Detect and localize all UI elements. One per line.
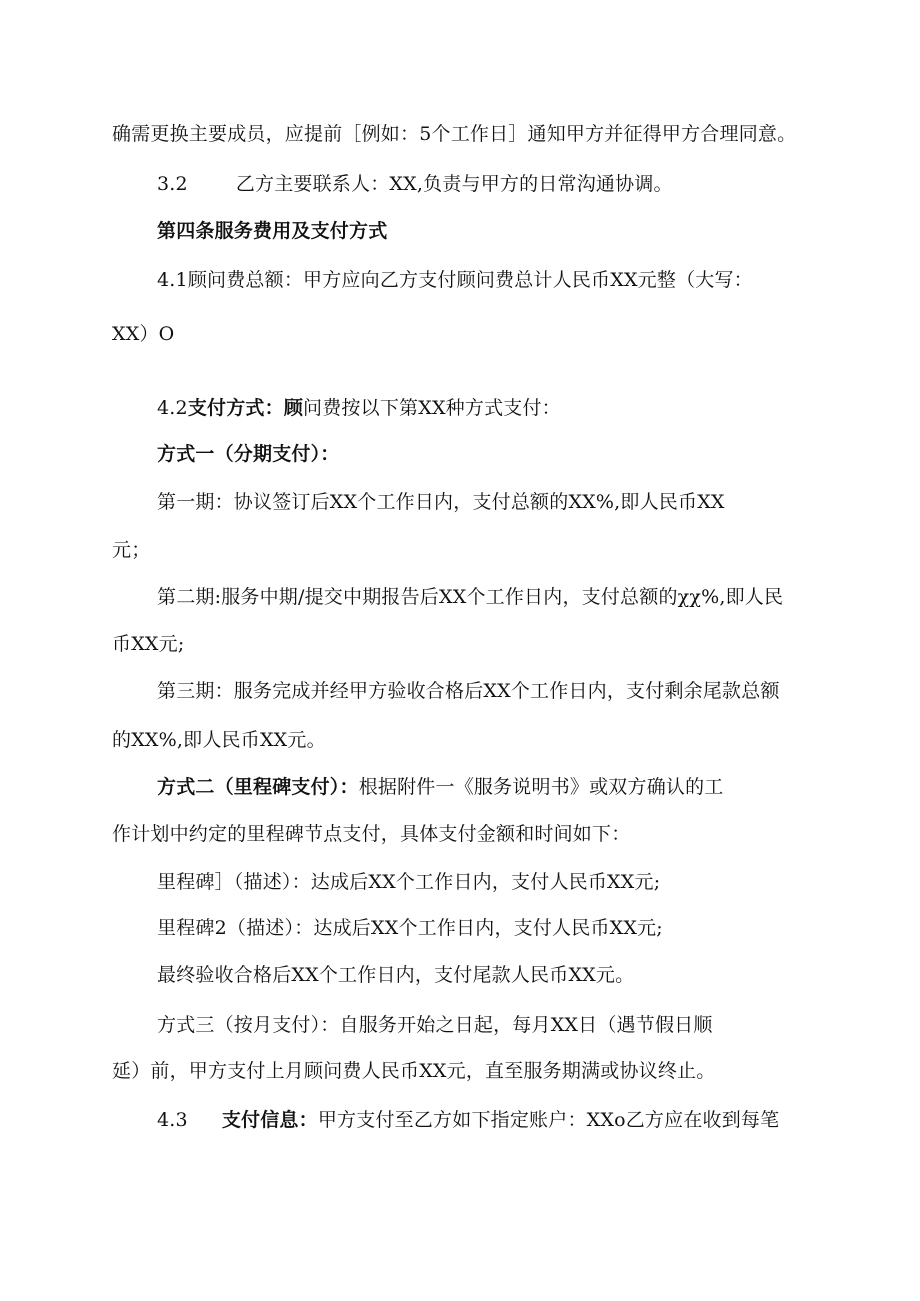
- clause-text: 甲方支付至乙方如下指定账户：XXo乙方应在收到每笔: [317, 1109, 780, 1131]
- clause-4-2: [157, 396, 561, 420]
- paragraph-line: [112, 822, 630, 846]
- clause-text: 乙方主要联系人：XX,负责与甲方的日常沟通协调。: [235, 173, 673, 195]
- line-text: 第一期：协议签订后XX个工作日内，支付总额的XX%,即人民币XX: [157, 491, 725, 513]
- clause-number: 4.2: [157, 397, 188, 419]
- method-text: 根据附件一《服务说明书》或双方确认的工: [358, 776, 724, 798]
- clause-3-2: [157, 172, 673, 196]
- paragraph-line: [112, 632, 184, 656]
- line-text: 作计划中约定的里程碑节点支付，具体支付金额和时间如下：: [112, 823, 631, 845]
- clause-4-1: [157, 268, 753, 292]
- method-label: 方式二（里程碑支付）：: [157, 776, 359, 798]
- paragraph-line: [112, 538, 150, 562]
- milestone-one: [157, 870, 660, 894]
- installment-three: [157, 679, 780, 703]
- milestone-two: [157, 916, 663, 940]
- line-text: 第二期:服务中期/提交中期报告后XX个工作日内，支付总额的χχ%,即人民: [157, 586, 784, 608]
- line-text: 确需更换主要成员，应提前［例如：5个工作日］通知甲方并征得甲方合理同意。: [112, 123, 797, 145]
- line-text: 方式三（按月支付）：自服务开始之日起，每月XX日（遇节假日顺: [157, 1014, 713, 1036]
- line-text: 最终验收合格后XX个工作日内，支付尾款人民币XX元。: [157, 964, 635, 986]
- line-text: 里程碑］（描述）：达成后XX个工作日内，支付人民币XX元;: [157, 871, 661, 893]
- clause-number: 3.2: [157, 173, 188, 195]
- line-text: 元；: [112, 539, 151, 561]
- line-text: XX）O: [112, 323, 175, 345]
- final-acceptance: [157, 963, 634, 987]
- clause-text: 问费按以下第XX种方式支付：: [303, 397, 561, 419]
- installment-two: [157, 585, 783, 609]
- method-three: [157, 1013, 713, 1037]
- clause-4-3: [157, 1108, 779, 1132]
- line-text: 延）前，甲方支付上月顾问费人民币XX元，直至服务期满或协议终止。: [112, 1060, 716, 1082]
- paragraph-line: [112, 322, 174, 346]
- heading-text: 第四条服务费用及支付方式: [157, 220, 388, 242]
- line-text: 的XX%,即人民币XX元。: [112, 729, 326, 751]
- paragraph-line: [112, 1059, 715, 1083]
- clause-label: 支付信息：: [221, 1109, 318, 1131]
- paragraph-line: [112, 122, 796, 146]
- clause-label: 支付方式：顾: [187, 397, 304, 419]
- line-text: 币XX元;: [112, 633, 185, 655]
- section-heading: [157, 219, 387, 243]
- method-two: [157, 775, 724, 799]
- line-text: 里程碑2（描述）：达成后XX个工作日内，支付人民币XX元;: [157, 917, 663, 939]
- clause-number: 4.3: [157, 1109, 188, 1131]
- clause-text: 4.1顾问费总额：甲方应向乙方支付顾问费总计人民币XX元整（大写：: [157, 269, 753, 291]
- sub-heading-method-one: [157, 442, 340, 466]
- paragraph-line: [112, 728, 326, 752]
- line-text: 第三期：服务完成并经甲方验收合格后XX个工作日内，支付剩余尾款总额: [157, 680, 780, 702]
- heading-text: 方式一（分期支付）：: [157, 443, 340, 465]
- installment-one: [157, 490, 725, 514]
